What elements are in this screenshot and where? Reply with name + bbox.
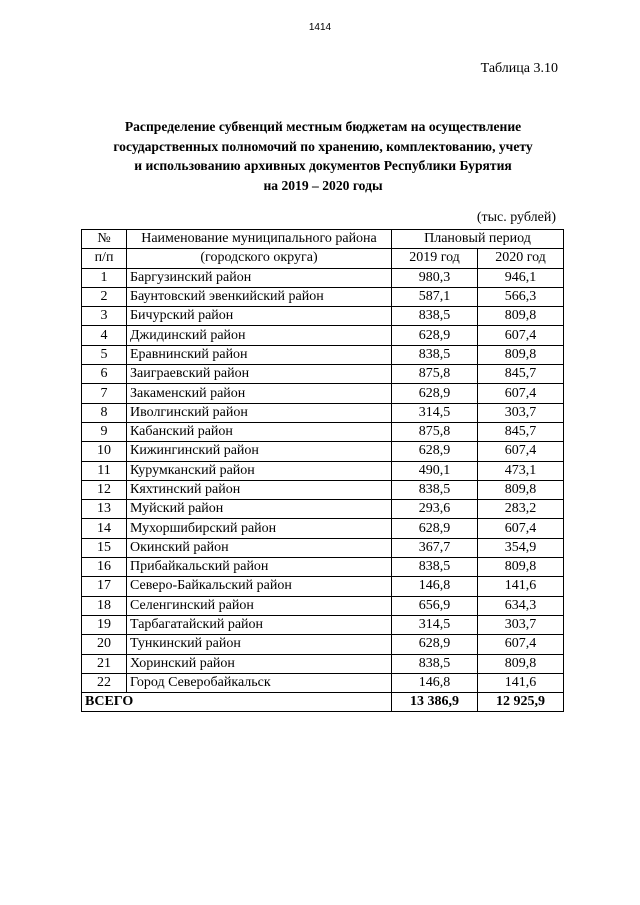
row-value-2020: 809,8: [478, 345, 564, 364]
row-value-2020: 809,8: [478, 558, 564, 577]
table-row: [82, 558, 564, 577]
title-line: на 2019 – 2020 годы: [263, 177, 383, 193]
row-district-name: Окинский район: [127, 538, 392, 557]
table-row: [82, 422, 564, 441]
row-value-2020: 809,8: [478, 480, 564, 499]
row-value-2020: 845,7: [478, 365, 564, 384]
row-value-2019: 587,1: [392, 287, 478, 306]
row-district-name: Джидинский район: [127, 326, 392, 345]
row-value-2019: 656,9: [392, 596, 478, 615]
row-value-2020: 634,3: [478, 596, 564, 615]
table-row: [82, 326, 564, 345]
row-number: 20: [82, 635, 127, 654]
row-district-name: Мухоршибирский район: [127, 519, 392, 538]
table-row: [82, 403, 564, 422]
row-district-name: Тункинский район: [127, 635, 392, 654]
row-district-name: Курумканский район: [127, 461, 392, 480]
table-row: [82, 461, 564, 480]
header-num-top: №: [82, 230, 127, 249]
title-line: Распределение субвенций местным бюджетам на осуществление: [124, 119, 522, 134]
row-value-2020: 566,3: [478, 287, 564, 306]
table-row: [82, 480, 564, 499]
row-district-name: Прибайкальский район: [127, 558, 392, 577]
table-row: [82, 500, 564, 519]
row-value-2020: 845,7: [478, 422, 564, 441]
row-number: 11: [82, 461, 127, 480]
table-label: Таблица 3.10: [480, 61, 558, 76]
row-district-name: Тарбагатайский район: [127, 615, 392, 634]
table-row: [82, 287, 564, 306]
row-number: 19: [82, 615, 127, 634]
header-name-bottom: (городского округа): [127, 249, 392, 268]
row-value-2019: 314,5: [392, 615, 478, 634]
table-body: [82, 268, 564, 693]
row-number: 3: [82, 307, 127, 326]
table-row: [82, 577, 564, 596]
row-value-2019: 490,1: [392, 461, 478, 480]
total-row: [82, 693, 564, 712]
row-value-2020: 607,4: [478, 635, 564, 654]
row-value-2020: 607,4: [478, 519, 564, 538]
units-label: (тыс. рублей): [476, 210, 556, 225]
row-value-2019: 838,5: [392, 558, 478, 577]
table-row: [82, 307, 564, 326]
row-district-name: Кижингинский район: [127, 442, 392, 461]
subventions-table: [81, 229, 564, 712]
row-district-name: Селенгинский район: [127, 596, 392, 615]
row-value-2020: 141,6: [478, 673, 564, 692]
table-row: [82, 596, 564, 615]
row-number: 7: [82, 384, 127, 403]
header-period: Плановый период: [392, 230, 564, 249]
row-number: 9: [82, 422, 127, 441]
row-value-2019: 838,5: [392, 480, 478, 499]
title-line: государственных полномочий по хранению, комплектованию, учету: [113, 138, 533, 154]
row-number: 6: [82, 365, 127, 384]
row-number: 12: [82, 480, 127, 499]
total-2019: 13 386,9: [392, 693, 478, 712]
row-district-name: Бичурский район: [127, 307, 392, 326]
row-district-name: Заиграевский район: [127, 365, 392, 384]
row-value-2019: 367,7: [392, 538, 478, 557]
row-number: 13: [82, 500, 127, 519]
total-label: ВСЕГО: [82, 693, 392, 712]
table-row: [82, 384, 564, 403]
row-district-name: Закаменский район: [127, 384, 392, 403]
row-number: 16: [82, 558, 127, 577]
row-value-2020: 809,8: [478, 654, 564, 673]
row-number: 1: [82, 268, 127, 287]
table-row: [82, 673, 564, 692]
row-number: 22: [82, 673, 127, 692]
row-value-2019: 146,8: [392, 577, 478, 596]
header-year-2020: 2020 год: [478, 249, 564, 268]
table-row: [82, 654, 564, 673]
table-row: [82, 519, 564, 538]
row-number: 4: [82, 326, 127, 345]
row-value-2019: 875,8: [392, 422, 478, 441]
table-row: [82, 268, 564, 287]
row-number: 17: [82, 577, 127, 596]
row-number: 21: [82, 654, 127, 673]
row-district-name: Иволгинский район: [127, 403, 392, 422]
row-value-2019: 628,9: [392, 442, 478, 461]
row-value-2019: 146,8: [392, 673, 478, 692]
row-number: 8: [82, 403, 127, 422]
row-number: 10: [82, 442, 127, 461]
row-value-2020: 946,1: [478, 268, 564, 287]
row-number: 18: [82, 596, 127, 615]
row-district-name: Кабанский район: [127, 422, 392, 441]
header-name-top: Наименование муниципального района: [127, 230, 392, 249]
header-year-2019: 2019 год: [392, 249, 478, 268]
row-value-2020: 141,6: [478, 577, 564, 596]
row-district-name: Баргузинский район: [127, 268, 392, 287]
row-value-2019: 980,3: [392, 268, 478, 287]
table-row: [82, 635, 564, 654]
row-number: 2: [82, 287, 127, 306]
row-number: 14: [82, 519, 127, 538]
row-district-name: Город Северобайкальск: [127, 673, 392, 692]
table-row: [82, 345, 564, 364]
row-value-2020: 303,7: [478, 615, 564, 634]
row-value-2020: 303,7: [478, 403, 564, 422]
row-value-2019: 838,5: [392, 654, 478, 673]
row-value-2019: 628,9: [392, 635, 478, 654]
row-district-name: Северо-Байкальский район: [127, 577, 392, 596]
row-value-2019: 628,9: [392, 384, 478, 403]
header-num-bottom: п/п: [82, 249, 127, 268]
row-value-2019: 628,9: [392, 326, 478, 345]
row-value-2020: 607,4: [478, 442, 564, 461]
document-title: [80, 117, 566, 195]
row-value-2019: 838,5: [392, 345, 478, 364]
row-district-name: Еравнинский район: [127, 345, 392, 364]
table-row: [82, 365, 564, 384]
row-value-2020: 283,2: [478, 500, 564, 519]
row-value-2020: 607,4: [478, 384, 564, 403]
table-row: [82, 538, 564, 557]
total-2020: 12 925,9: [478, 693, 564, 712]
row-district-name: Муйский район: [127, 500, 392, 519]
row-value-2019: 314,5: [392, 403, 478, 422]
row-value-2019: 293,6: [392, 500, 478, 519]
row-value-2020: 354,9: [478, 538, 564, 557]
row-value-2019: 628,9: [392, 519, 478, 538]
row-value-2019: 838,5: [392, 307, 478, 326]
row-number: 5: [82, 345, 127, 364]
row-district-name: Кяхтинский район: [127, 480, 392, 499]
row-number: 15: [82, 538, 127, 557]
row-value-2020: 809,8: [478, 307, 564, 326]
row-value-2020: 473,1: [478, 461, 564, 480]
row-district-name: Хоринский район: [127, 654, 392, 673]
page-number: 1414: [308, 22, 332, 33]
table-row: [82, 615, 564, 634]
row-value-2019: 875,8: [392, 365, 478, 384]
row-value-2020: 607,4: [478, 326, 564, 345]
title-line: и использованию архивных документов Республики Бурятия: [134, 158, 512, 173]
table-row: [82, 442, 564, 461]
row-district-name: Баунтовский эвенкийский район: [127, 287, 392, 306]
